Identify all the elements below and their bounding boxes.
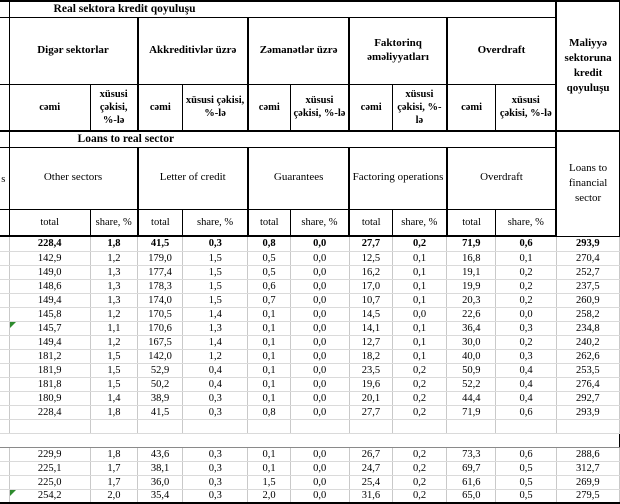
cell[interactable]: 0,0 — [290, 461, 349, 475]
cell[interactable]: 145,8 — [9, 307, 90, 321]
cell[interactable]: 0,1 — [496, 251, 556, 265]
cut-edge-cell — [0, 377, 9, 391]
cell[interactable]: 1,8 — [90, 236, 137, 251]
group-header-factoring-az[interactable]: Faktorinq əməliyyatları — [349, 17, 446, 84]
cell[interactable]: 142,0 — [138, 349, 183, 363]
cell[interactable]: 24,7 — [349, 461, 392, 475]
cut-edge-cell — [0, 405, 9, 419]
cell[interactable]: 0,4 — [496, 363, 556, 377]
cell[interactable]: 26,7 — [349, 447, 392, 461]
cut-edge-cell — [0, 1, 9, 17]
table-row — [0, 321, 620, 335]
subheader-total-az[interactable]: cəmi — [447, 84, 496, 131]
cell[interactable] — [447, 419, 496, 433]
cut-edge-cell — [0, 279, 9, 293]
cell[interactable]: 1,4 — [183, 335, 248, 349]
cell[interactable]: 0,1 — [393, 293, 447, 307]
cell[interactable]: 50,9 — [447, 363, 496, 377]
table-row — [0, 335, 620, 349]
table-row — [0, 279, 620, 293]
cell[interactable]: 1,5 — [183, 265, 248, 279]
cell[interactable]: 0,1 — [393, 335, 447, 349]
cell[interactable]: 1,5 — [90, 377, 137, 391]
cell[interactable]: 170,6 — [138, 321, 183, 335]
cell[interactable]: 0,1 — [248, 335, 290, 349]
subheader-share-en[interactable]: share, % — [393, 209, 447, 236]
cell[interactable]: 0,0 — [290, 279, 349, 293]
group-header-guarantees-az[interactable]: Zəmanətlər üzrə — [248, 17, 349, 84]
cut-edge-cell — [0, 293, 9, 307]
cell[interactable]: 0,2 — [393, 489, 447, 503]
cell[interactable]: 225,1 — [9, 461, 90, 475]
subheader-total-az[interactable]: cəmi — [138, 84, 183, 131]
cell[interactable]: 0,3 — [183, 489, 248, 503]
cell[interactable]: 1,5 — [183, 293, 248, 307]
cell[interactable]: 252,7 — [556, 265, 619, 279]
cell[interactable]: 1,2 — [90, 251, 137, 265]
cell[interactable]: 0,1 — [248, 447, 290, 461]
cell[interactable]: 0,2 — [393, 475, 447, 489]
table-row — [0, 391, 620, 405]
cell[interactable]: 1,4 — [183, 307, 248, 321]
table-header — [0, 1, 620, 236]
cell[interactable]: 0,5 — [496, 489, 556, 503]
cell[interactable]: 1,7 — [90, 475, 137, 489]
cell[interactable]: 1,7 — [90, 461, 137, 475]
subheader-total-en[interactable]: total — [138, 209, 183, 236]
cell[interactable]: 0,1 — [248, 321, 290, 335]
cell[interactable]: 0,2 — [393, 391, 447, 405]
group-header-guarantees-en[interactable]: Guarantees — [248, 147, 349, 209]
cell[interactable]: 178,3 — [138, 279, 183, 293]
cell[interactable] — [393, 419, 447, 433]
cell[interactable]: 20,1 — [349, 391, 392, 405]
cut-edge-cell — [0, 209, 9, 236]
cell[interactable]: 0,5 — [496, 475, 556, 489]
cell[interactable]: 0,1 — [248, 349, 290, 363]
cell[interactable]: 0,3 — [496, 321, 556, 335]
subheader-total-az[interactable]: cəmi — [9, 84, 90, 131]
cell[interactable]: 0,1 — [393, 349, 447, 363]
cell[interactable]: 269,9 — [556, 475, 619, 489]
cell[interactable]: 0,0 — [290, 307, 349, 321]
subheader-share-az[interactable]: xüsusi çəkisi, %-lə — [90, 84, 137, 131]
subheader-share-en[interactable]: share, % — [90, 209, 137, 236]
cell[interactable]: 0,1 — [248, 307, 290, 321]
cell[interactable]: 1,5 — [183, 251, 248, 265]
cut-edge-cell — [0, 321, 9, 335]
cut-edge-cell — [0, 265, 9, 279]
cell[interactable]: 1,8 — [90, 447, 137, 461]
cell[interactable]: 312,7 — [556, 461, 619, 475]
cell[interactable]: 1,3 — [90, 265, 137, 279]
cell[interactable]: 149,4 — [9, 335, 90, 349]
cell[interactable] — [9, 419, 90, 433]
cell[interactable]: 1,5 — [90, 349, 137, 363]
cell[interactable]: 0,0 — [290, 475, 349, 489]
cell[interactable]: 0,3 — [496, 349, 556, 363]
cell[interactable]: 0,1 — [248, 461, 290, 475]
cell[interactable]: 177,4 — [138, 265, 183, 279]
cell[interactable]: 52,9 — [138, 363, 183, 377]
cell[interactable]: 228,4 — [9, 236, 90, 251]
cell[interactable]: 0,2 — [393, 377, 447, 391]
cell[interactable]: 40,0 — [447, 349, 496, 363]
empty-row — [0, 419, 620, 433]
cell[interactable]: 0,8 — [248, 405, 290, 419]
cell[interactable]: 27,7 — [349, 405, 392, 419]
cell[interactable]: 181,8 — [9, 377, 90, 391]
cell[interactable]: 0,1 — [393, 279, 447, 293]
cell[interactable]: 16,2 — [349, 265, 392, 279]
cell[interactable]: 2,0 — [248, 489, 290, 503]
header-row-title-en — [0, 131, 620, 147]
cell[interactable]: 73,3 — [447, 447, 496, 461]
cell[interactable]: 35,4 — [138, 489, 183, 503]
table-body — [0, 236, 620, 503]
cell[interactable]: 0,2 — [393, 363, 447, 377]
cell[interactable]: 0,0 — [290, 377, 349, 391]
table-row — [0, 405, 620, 419]
cell[interactable]: 1,2 — [90, 335, 137, 349]
cut-edge-cell — [0, 84, 9, 131]
cell[interactable]: 0,0 — [290, 321, 349, 335]
cell[interactable]: 0,0 — [290, 236, 349, 251]
cut-edge-cell — [0, 307, 9, 321]
cell[interactable]: 279,5 — [556, 489, 619, 503]
cell[interactable]: 1,3 — [183, 321, 248, 335]
cell[interactable]: 0,0 — [290, 335, 349, 349]
cell[interactable]: 1,5 — [90, 363, 137, 377]
subheader-share-en[interactable]: share, % — [183, 209, 248, 236]
cell[interactable]: 270,4 — [556, 251, 619, 265]
subheader-total-az[interactable]: cəmi — [349, 84, 392, 131]
cell[interactable] — [183, 419, 248, 433]
cell[interactable]: 27,7 — [349, 236, 392, 251]
cell[interactable]: 142,9 — [9, 251, 90, 265]
fin-column-header-az[interactable]: Maliyyə sektoruna kredit qoyuluşu — [556, 1, 619, 131]
cell[interactable]: 10,7 — [349, 293, 392, 307]
cut-edge-cell — [0, 363, 9, 377]
cell[interactable]: 19,6 — [349, 377, 392, 391]
group-header-letter-of-credit-az[interactable]: Akkreditivlər üzrə — [138, 17, 248, 84]
cut-edge-cell — [0, 236, 9, 251]
cell[interactable]: 1,8 — [90, 405, 137, 419]
cell[interactable]: 0,3 — [183, 405, 248, 419]
cut-text-fragment: s — [1, 174, 6, 185]
cell[interactable]: 0,5 — [248, 251, 290, 265]
table-row — [0, 461, 620, 475]
cell[interactable]: 1,2 — [90, 307, 137, 321]
cell[interactable]: 1,5 — [183, 279, 248, 293]
cell[interactable]: 0,0 — [290, 363, 349, 377]
cell[interactable]: 0,0 — [290, 265, 349, 279]
cell[interactable]: 19,1 — [447, 265, 496, 279]
cell[interactable]: 262,6 — [556, 349, 619, 363]
cell[interactable]: 71,9 — [447, 405, 496, 419]
cell[interactable]: 44,4 — [447, 391, 496, 405]
subheader-total-az[interactable]: cəmi — [248, 84, 290, 131]
cell[interactable]: 293,9 — [556, 405, 619, 419]
cell[interactable]: 0,4 — [183, 377, 248, 391]
cell[interactable]: 292,7 — [556, 391, 619, 405]
cell[interactable]: 0,3 — [183, 475, 248, 489]
cut-edge-cell — [0, 17, 9, 84]
cell[interactable]: 258,2 — [556, 307, 619, 321]
subheader-total-en[interactable]: total — [447, 209, 496, 236]
table-row — [0, 377, 620, 391]
cell[interactable]: 31,6 — [349, 489, 392, 503]
cell[interactable]: 0,1 — [393, 251, 447, 265]
cell[interactable]: 16,8 — [447, 251, 496, 265]
table-row — [0, 489, 620, 503]
cell[interactable]: 20,3 — [447, 293, 496, 307]
cut-edge-cell — [0, 447, 9, 461]
cell[interactable]: 25,4 — [349, 475, 392, 489]
cell[interactable]: 253,5 — [556, 363, 619, 377]
group-header-letter-of-credit-en[interactable]: Letter of credit — [138, 147, 248, 209]
cell[interactable]: 41,5 — [138, 236, 183, 251]
cell[interactable]: 174,0 — [138, 293, 183, 307]
cell[interactable]: 0,0 — [496, 307, 556, 321]
cell[interactable]: 0,0 — [393, 307, 447, 321]
cell[interactable]: 2,0 — [90, 489, 137, 503]
table-title-en[interactable]: Loans to real sector — [9, 131, 556, 147]
cell[interactable]: 0,2 — [393, 447, 447, 461]
cell[interactable]: 18,2 — [349, 349, 392, 363]
cell[interactable]: 50,2 — [138, 377, 183, 391]
table-row — [0, 475, 620, 489]
header-row-groups-az — [0, 17, 620, 84]
cell[interactable]: 0,8 — [248, 236, 290, 251]
cell[interactable]: 17,0 — [349, 279, 392, 293]
cell[interactable]: 0,3 — [183, 391, 248, 405]
group-header-overdraft-az[interactable]: Overdraft — [447, 17, 556, 84]
cell[interactable]: 0,4 — [496, 377, 556, 391]
subheader-share-az[interactable]: xüsusi çəkisi, %-lə — [496, 84, 556, 131]
cell[interactable]: 179,0 — [138, 251, 183, 265]
cell[interactable]: 19,9 — [447, 279, 496, 293]
cell[interactable]: 145,7 — [9, 321, 90, 335]
subheader-share-az[interactable]: xüsusi çəkisi, %-lə — [290, 84, 349, 131]
cell[interactable]: 0,3 — [183, 461, 248, 475]
cell[interactable]: 12,7 — [349, 335, 392, 349]
cell[interactable]: 0,1 — [393, 265, 447, 279]
cut-edge-cell — [0, 251, 9, 265]
cell[interactable]: 0,2 — [393, 236, 447, 251]
cell[interactable]: 0,4 — [496, 391, 556, 405]
cell[interactable]: 0,1 — [248, 391, 290, 405]
cell[interactable]: 237,5 — [556, 279, 619, 293]
cell[interactable]: 0,2 — [496, 293, 556, 307]
cell[interactable]: 0,0 — [290, 447, 349, 461]
cell[interactable]: 180,9 — [9, 391, 90, 405]
cell[interactable]: 0,0 — [290, 251, 349, 265]
cell[interactable]: 0,5 — [496, 461, 556, 475]
cell[interactable]: 1,3 — [90, 293, 137, 307]
cell[interactable] — [349, 419, 392, 433]
fin-column-header-en[interactable]: Loans to financial sector — [556, 131, 619, 236]
cell[interactable]: 0,2 — [393, 461, 447, 475]
cell[interactable]: 12,5 — [349, 251, 392, 265]
subheader-total-en[interactable]: total — [248, 209, 290, 236]
hidden-rows-break — [0, 433, 620, 447]
cell[interactable]: 71,9 — [447, 236, 496, 251]
cell[interactable]: 14,1 — [349, 321, 392, 335]
cell[interactable]: 43,6 — [138, 447, 183, 461]
subheader-share-az[interactable]: xüsusi çəkisi, %-lə — [183, 84, 248, 131]
cell[interactable]: 181,9 — [9, 363, 90, 377]
header-row-groups-en — [0, 147, 620, 209]
cell[interactable]: 254,2 — [9, 489, 90, 503]
cell[interactable] — [138, 419, 183, 433]
cell[interactable]: 0,2 — [496, 335, 556, 349]
cell[interactable] — [248, 419, 290, 433]
cell[interactable]: 1,1 — [90, 321, 137, 335]
cell[interactable]: 181,2 — [9, 349, 90, 363]
cell[interactable] — [90, 419, 137, 433]
cut-edge-cell — [0, 335, 9, 349]
cell[interactable]: 0,3 — [183, 447, 248, 461]
cell[interactable]: 228,4 — [9, 405, 90, 419]
cut-edge-cell — [0, 419, 9, 433]
cell[interactable]: 0,3 — [183, 236, 248, 251]
cell[interactable]: 36,4 — [447, 321, 496, 335]
hidden-rows-break-cell — [0, 433, 620, 447]
subheader-total-en[interactable]: total — [349, 209, 392, 236]
cell[interactable]: 38,9 — [138, 391, 183, 405]
cell[interactable]: 149,0 — [9, 265, 90, 279]
cell[interactable]: 288,6 — [556, 447, 619, 461]
cell[interactable]: 170,5 — [138, 307, 183, 321]
cell[interactable]: 0,0 — [290, 293, 349, 307]
cell[interactable]: 0,5 — [248, 265, 290, 279]
cell[interactable]: 1,3 — [90, 279, 137, 293]
group-header-other-sectors-en[interactable]: Other sectors — [9, 147, 138, 209]
cell[interactable]: 229,9 — [9, 447, 90, 461]
cut-edge-cell — [0, 461, 9, 475]
cut-edge-cell — [0, 475, 9, 489]
cell[interactable]: 234,8 — [556, 321, 619, 335]
table-row — [0, 363, 620, 377]
cell[interactable]: 0,7 — [248, 293, 290, 307]
cell[interactable]: 167,5 — [138, 335, 183, 349]
cell[interactable]: 0,6 — [496, 447, 556, 461]
cell[interactable]: 52,2 — [447, 377, 496, 391]
cell[interactable] — [496, 419, 556, 433]
cell[interactable]: 1,5 — [248, 475, 290, 489]
table-row — [0, 236, 620, 251]
subheader-share-az[interactable]: xüsusi çəkisi, %-lə — [393, 84, 447, 131]
table-row — [0, 447, 620, 461]
cell[interactable] — [556, 419, 619, 433]
cut-edge-cell — [0, 349, 9, 363]
cell[interactable]: 293,9 — [556, 236, 619, 251]
cell[interactable]: 36,0 — [138, 475, 183, 489]
cell[interactable]: 0,6 — [496, 405, 556, 419]
cell[interactable]: 0,4 — [183, 363, 248, 377]
subheader-total-en[interactable]: total — [9, 209, 90, 236]
header-row-title-az — [0, 1, 620, 17]
cell[interactable]: 260,9 — [556, 293, 619, 307]
cut-edge-cell — [0, 131, 9, 147]
cell[interactable]: 0,0 — [290, 405, 349, 419]
table-row — [0, 293, 620, 307]
cell[interactable]: 14,5 — [349, 307, 392, 321]
cell[interactable]: 30,0 — [447, 335, 496, 349]
cell[interactable]: 148,6 — [9, 279, 90, 293]
cell[interactable]: 149,4 — [9, 293, 90, 307]
table-row — [0, 307, 620, 321]
subheader-share-en[interactable]: share, % — [290, 209, 349, 236]
header-row-subheaders-en — [0, 209, 620, 236]
cell[interactable]: 276,4 — [556, 377, 619, 391]
cell[interactable]: 65,0 — [447, 489, 496, 503]
cut-edge-cell — [0, 391, 9, 405]
cell[interactable]: 225,0 — [9, 475, 90, 489]
cell[interactable]: 0,2 — [393, 405, 447, 419]
cell[interactable]: 1,4 — [90, 391, 137, 405]
cell[interactable]: 41,5 — [138, 405, 183, 419]
cell[interactable]: 0,1 — [248, 363, 290, 377]
group-header-other-sectors-az[interactable]: Digər sektorlar — [9, 17, 138, 84]
cell[interactable]: 0,2 — [496, 279, 556, 293]
header-row-subheaders-az — [0, 84, 620, 131]
cell[interactable]: 23,5 — [349, 363, 392, 377]
table-row — [0, 265, 620, 279]
table-title-az[interactable]: Real sektora kredit qoyuluşu — [9, 1, 556, 17]
cell[interactable]: 0,2 — [496, 265, 556, 279]
cell[interactable]: 0,0 — [290, 489, 349, 503]
cell[interactable]: 0,1 — [248, 377, 290, 391]
cell[interactable]: 0,0 — [290, 391, 349, 405]
cell[interactable]: 0,1 — [393, 321, 447, 335]
group-header-factoring-en[interactable]: Factoring operations — [349, 147, 446, 209]
table-row — [0, 251, 620, 265]
cell[interactable] — [290, 419, 349, 433]
subheader-share-en[interactable]: share, % — [496, 209, 556, 236]
cell[interactable]: 0,6 — [248, 279, 290, 293]
cell[interactable]: 69,7 — [447, 461, 496, 475]
cut-edge-cell — [0, 147, 9, 209]
cell[interactable]: 61,6 — [447, 475, 496, 489]
cell[interactable]: 0,0 — [290, 349, 349, 363]
cell[interactable]: 1,2 — [183, 349, 248, 363]
cell[interactable]: 240,2 — [556, 335, 619, 349]
group-header-overdraft-en[interactable]: Overdraft — [447, 147, 556, 209]
cell[interactable]: 38,1 — [138, 461, 183, 475]
cell[interactable]: 0,6 — [496, 236, 556, 251]
cell[interactable]: 22,6 — [447, 307, 496, 321]
table-row — [0, 349, 620, 363]
cut-edge-cell — [0, 489, 9, 503]
